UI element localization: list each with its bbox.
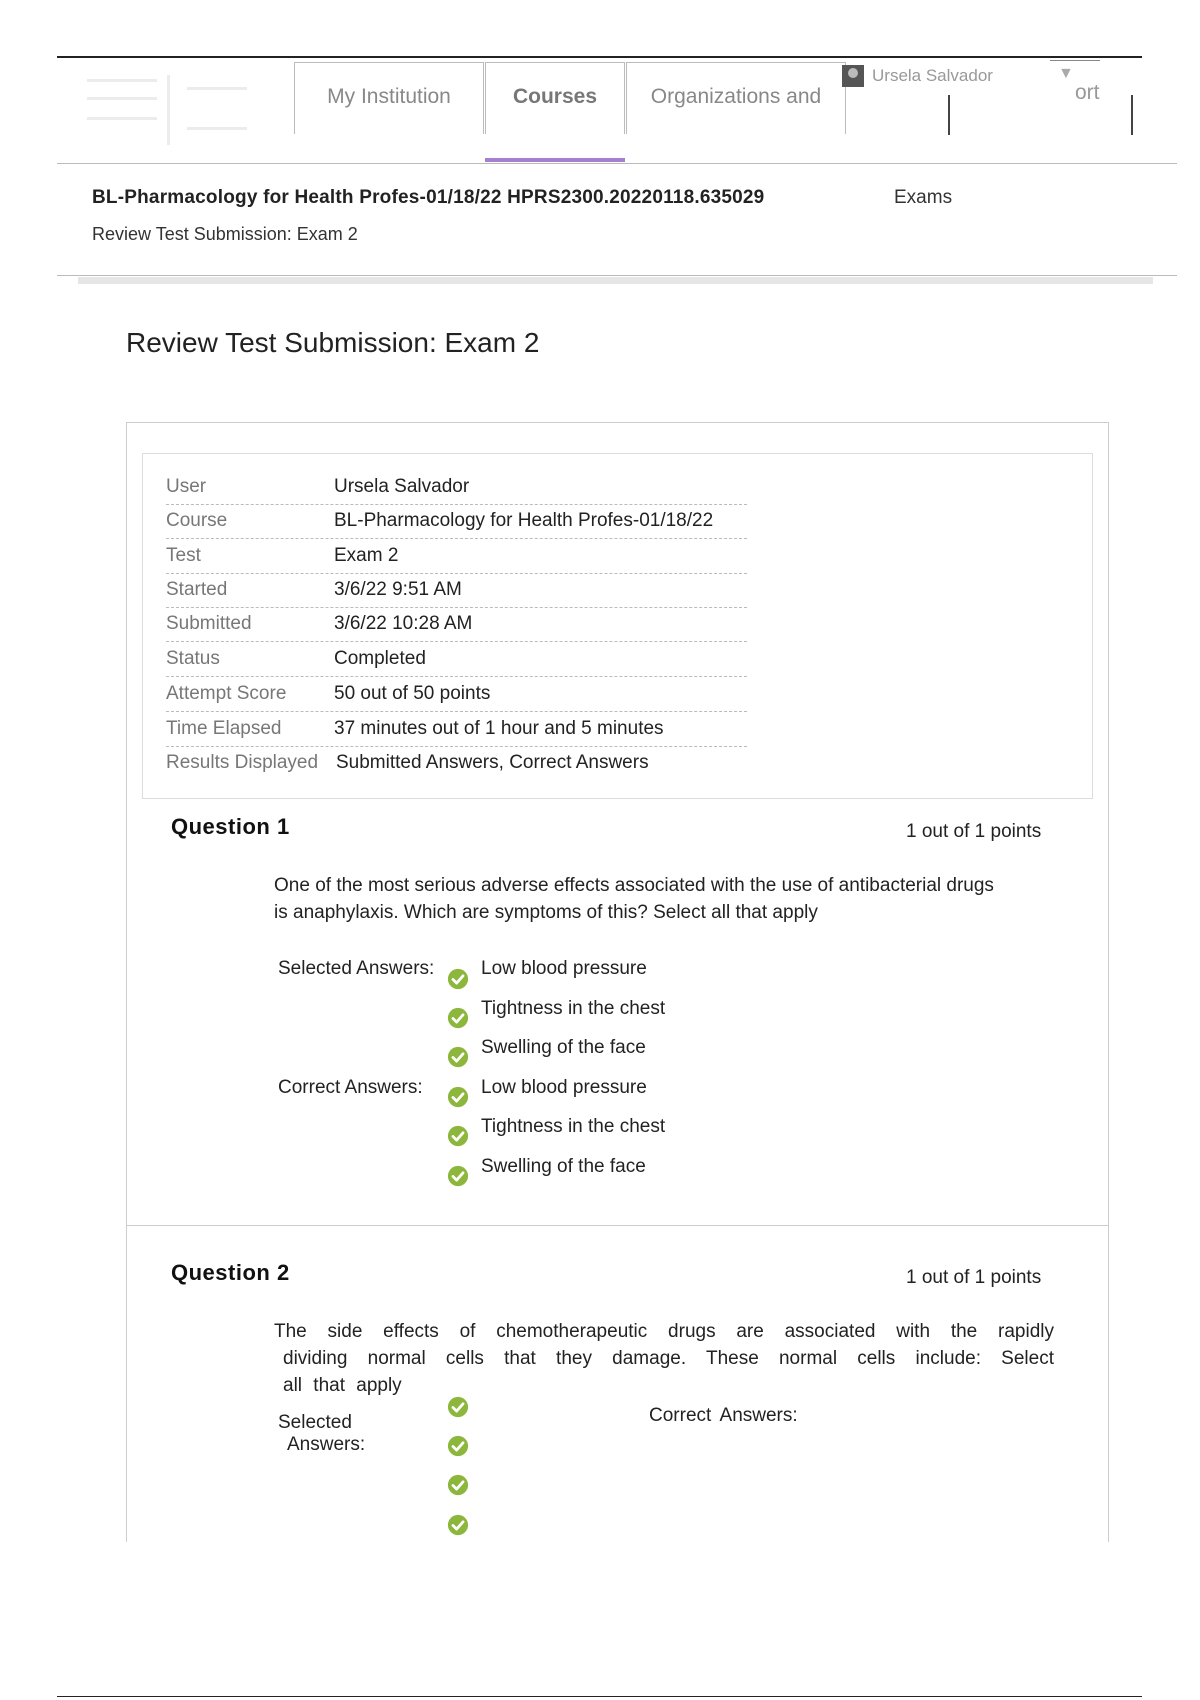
question-text-line: is anaphylaxis. Which are symptoms of this? Select all that apply (274, 902, 818, 923)
info-label: User (166, 476, 207, 497)
info-label: Course (166, 510, 228, 531)
tab-courses[interactable]: Courses (485, 62, 625, 134)
info-row-status (166, 642, 747, 677)
breadcrumb-divider (57, 275, 1177, 276)
info-label: Status (166, 648, 220, 669)
correct-answer: Tightness in the chest (481, 1116, 666, 1137)
correct-check-icon (447, 1474, 469, 1496)
breadcrumb-exams[interactable]: Exams (894, 187, 953, 208)
breadcrumb-shadow (78, 277, 1153, 284)
info-value: 3/6/22 10:28 AM (334, 613, 473, 634)
info-label: Time Elapsed (166, 718, 282, 739)
correct-answers-label: Correct Answers: (649, 1405, 798, 1426)
correct-check-icon (447, 1514, 469, 1536)
header-divider (57, 163, 1177, 164)
info-label: Started (166, 579, 228, 600)
page-title: Review Test Submission: Exam 2 (126, 327, 540, 358)
question-2-points: 1 out of 1 points (906, 1267, 1042, 1288)
question-text-line: all that apply (283, 1375, 402, 1396)
active-tab-indicator (485, 158, 625, 162)
selected-label-line: Selected (278, 1412, 352, 1433)
info-row-time-elapsed (166, 712, 747, 747)
question-text-line: One of the most serious adverse effects associated with the use of antibacterial drugs (274, 875, 994, 896)
correct-check-icon (447, 1125, 469, 1147)
question-1-text (274, 872, 994, 926)
selected-label-line: Answers: (287, 1434, 366, 1455)
info-label: Results Displayed (166, 752, 319, 773)
info-row-results-displayed (166, 746, 747, 780)
question-text-line: The side effects of chemotherapeutic drugs are associated with the rapidly (274, 1321, 1054, 1342)
info-row-started (166, 573, 747, 608)
info-value: Completed (334, 648, 426, 669)
nav-accent-rule (1050, 60, 1100, 61)
correct-check-icon (447, 1086, 469, 1108)
correct-check-icon (447, 1435, 469, 1457)
correct-answers-label: Correct Answers: (278, 1077, 423, 1098)
question-1-points: 1 out of 1 points (906, 821, 1042, 842)
info-row-user (166, 470, 747, 505)
bottom-rule (57, 1696, 1142, 1697)
info-value: Exam 2 (334, 545, 399, 566)
user-name: Ursela Salvador (872, 66, 993, 85)
question-1-title: Question 1 (171, 814, 290, 839)
selected-answer: Low blood pressure (481, 958, 647, 979)
nav-divider (1131, 95, 1133, 135)
info-value: Ursela Salvador (334, 476, 470, 497)
nav-divider (948, 95, 950, 135)
question-2-text (274, 1318, 1054, 1399)
correct-check-icon (447, 1046, 469, 1068)
user-menu[interactable] (842, 65, 993, 87)
correct-answer: Swelling of the face (481, 1156, 646, 1177)
nav-right-fragment[interactable]: ort (1075, 81, 1100, 104)
info-label: Test (166, 545, 201, 566)
info-value: 37 minutes out of 1 hour and 5 minutes (334, 718, 664, 739)
correct-answer: Low blood pressure (481, 1077, 647, 1098)
info-value: 50 out of 50 points (334, 683, 491, 704)
info-value: Submitted Answers, Correct Answers (336, 752, 649, 773)
selected-answers-label (278, 1412, 365, 1456)
user-menu-arrow-icon[interactable]: ▼ (1058, 65, 1074, 82)
question-2-title: Question 2 (171, 1260, 290, 1285)
info-value: 3/6/22 9:51 AM (334, 579, 462, 600)
breadcrumb-current: Review Test Submission: Exam 2 (92, 224, 358, 244)
info-row-test (166, 539, 747, 574)
user-avatar-icon (842, 65, 864, 87)
info-row-course (166, 504, 747, 539)
selected-answers-label: Selected Answers: (278, 958, 435, 979)
selected-answer: Swelling of the face (481, 1037, 646, 1058)
breadcrumb-course[interactable]: BL-Pharmacology for Health Profes-01/18/22 HPRS2300.20220118.635029 (92, 187, 765, 208)
question-text-line: dividing normal cells that they damage. These normal cells include: Select (283, 1348, 1054, 1369)
info-value: BL-Pharmacology for Health Profes-01/18/22 (334, 510, 714, 531)
selected-answer: Tightness in the chest (481, 998, 666, 1019)
tab-organizations[interactable]: Organizations and (626, 62, 846, 134)
correct-check-icon (447, 1165, 469, 1187)
correct-check-icon (447, 1007, 469, 1029)
correct-check-icon (447, 1396, 469, 1418)
info-row-submitted (166, 607, 747, 642)
institution-logo (87, 67, 267, 157)
info-row-attempt-score (166, 677, 747, 712)
info-label: Attempt Score (166, 683, 287, 704)
question-divider (127, 1225, 1108, 1226)
correct-check-icon (447, 968, 469, 990)
top-navigation (57, 57, 1177, 163)
info-label: Submitted (166, 613, 252, 634)
tab-my-institution[interactable]: My Institution (294, 62, 484, 134)
